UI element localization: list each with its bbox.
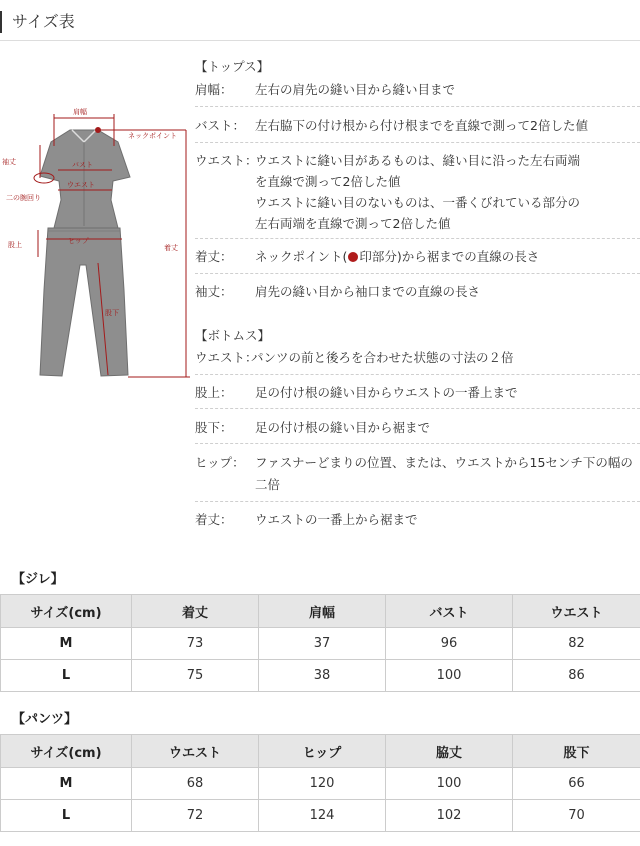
desc-value-part: ネックポイント(: [255, 249, 348, 264]
label-inseam: 股下: [105, 309, 119, 317]
neck-point-marker-icon: [348, 252, 358, 262]
desc-label: ヒップ：: [195, 455, 245, 470]
label-bicep: 二の腕回り: [6, 194, 41, 202]
page-title: サイズ表: [0, 11, 75, 33]
desc-value-part: 印部分)から裾までの直線の長さ: [359, 249, 540, 264]
gilet-size-table: [0, 594, 640, 692]
desc-value-line: ファスナーどまりの位置、または、ウエストから15センチ下の幅の: [255, 455, 633, 470]
size-cell: L: [1, 660, 132, 692]
table-cell: 124: [259, 800, 386, 832]
column-header: 脇丈: [386, 735, 513, 768]
divider: [195, 273, 640, 274]
table-cell: 86: [513, 660, 640, 692]
desc-label: 肩幅：: [195, 82, 233, 97]
table-cell: 38: [259, 660, 386, 692]
table-cell: 120: [259, 768, 386, 800]
bottoms-heading: 【ボトムス】: [195, 328, 271, 343]
desc-label: ウエスト：: [195, 153, 258, 168]
divider: [195, 238, 640, 239]
column-header: ウエスト: [132, 735, 259, 768]
label-bust: バスト: [72, 161, 93, 169]
title-divider: [0, 40, 640, 41]
label-length: 着丈: [164, 244, 178, 252]
desc-waist: [195, 151, 640, 235]
table-row: [1, 628, 640, 660]
column-header: 股下: [513, 735, 640, 768]
desc-label: 着丈：: [195, 512, 233, 527]
table-row: [1, 768, 640, 800]
table-cell: 37: [259, 628, 386, 660]
divider: [195, 443, 640, 444]
gilet-table-caption: 【ジレ】: [12, 572, 64, 587]
column-header: ウエスト: [513, 595, 640, 628]
label-sleeve: 袖丈: [2, 158, 16, 166]
column-header: ヒップ: [259, 735, 386, 768]
table-cell: 82: [513, 628, 640, 660]
table-row: [1, 800, 640, 832]
table-cell: 96: [386, 628, 513, 660]
neck-point-dot: [95, 127, 101, 133]
table-header-row: [1, 595, 640, 628]
size-cell: M: [1, 768, 132, 800]
desc-hip: [195, 453, 640, 497]
table-cell: 102: [386, 800, 513, 832]
desc-value-line: 左右両端を直線で測って2倍した値: [255, 216, 451, 231]
label-shoulder: 肩幅: [73, 108, 87, 116]
desc-value: 足の付け根の縫い目からウエストの一番上まで: [255, 385, 518, 400]
tops-heading: 【トップス】: [195, 59, 270, 74]
table-cell: 66: [513, 768, 640, 800]
size-cell: L: [1, 800, 132, 832]
desc-value: 足の付け根の縫い目から裾まで: [255, 420, 431, 435]
column-header: 肩幅: [259, 595, 386, 628]
desc-value: ウエストの一番上から裾まで: [255, 512, 418, 527]
label-waist: ウエスト: [67, 181, 95, 189]
table-header-row: [1, 735, 640, 768]
desc-label: バスト：: [195, 118, 246, 133]
label-hip: ヒップ: [68, 237, 89, 245]
table-cell: 100: [386, 660, 513, 692]
divider: [195, 374, 640, 375]
desc-label: 股上：: [195, 385, 233, 400]
table-cell: 73: [132, 628, 259, 660]
desc-value: 左右の肩先の縫い目から縫い目まで: [255, 82, 456, 97]
desc-label: 袖丈：: [195, 284, 233, 299]
label-crotch: 股上: [8, 241, 22, 249]
column-header: サイズ(cm): [1, 595, 132, 628]
desc-label: ウエスト：: [195, 350, 258, 365]
pants-table-caption: 【パンツ】: [12, 712, 78, 727]
divider: [195, 106, 640, 107]
desc-label: 股下：: [195, 420, 233, 435]
desc-label: 着丈：: [195, 249, 233, 264]
column-header: 着丈: [132, 595, 259, 628]
divider: [195, 501, 640, 502]
table-cell: 70: [513, 800, 640, 832]
measurement-diagram: [0, 50, 190, 390]
desc-value-line: ウエストに縫い目があるものは、縫い目に沿った左右両端: [255, 153, 581, 168]
divider: [195, 142, 640, 143]
desc-value: 肩先の縫い目から袖口までの直線の長さ: [255, 284, 481, 299]
pants-size-table: [0, 734, 640, 832]
desc-value: [255, 247, 539, 267]
desc-value-line: を直線で測って2倍した値: [255, 174, 401, 189]
desc-value: パンツの前と後ろを合わせた状態の寸法の２倍: [251, 350, 514, 365]
table-cell: 100: [386, 768, 513, 800]
table-cell: 68: [132, 768, 259, 800]
table-cell: 75: [132, 660, 259, 692]
table-cell: 72: [132, 800, 259, 832]
table-row: [1, 660, 640, 692]
column-header: サイズ(cm): [1, 735, 132, 768]
divider: [195, 408, 640, 409]
desc-value-line: ウエストに縫い目のないものは、一番くびれている部分の: [255, 195, 581, 210]
label-neck-point: ネックポイント: [128, 132, 177, 140]
desc-value-line: 二倍: [255, 477, 281, 492]
desc-value: 左右脇下の付け根から付け根までを直線で測って2倍した値: [255, 118, 588, 133]
column-header: バスト: [386, 595, 513, 628]
size-cell: M: [1, 628, 132, 660]
